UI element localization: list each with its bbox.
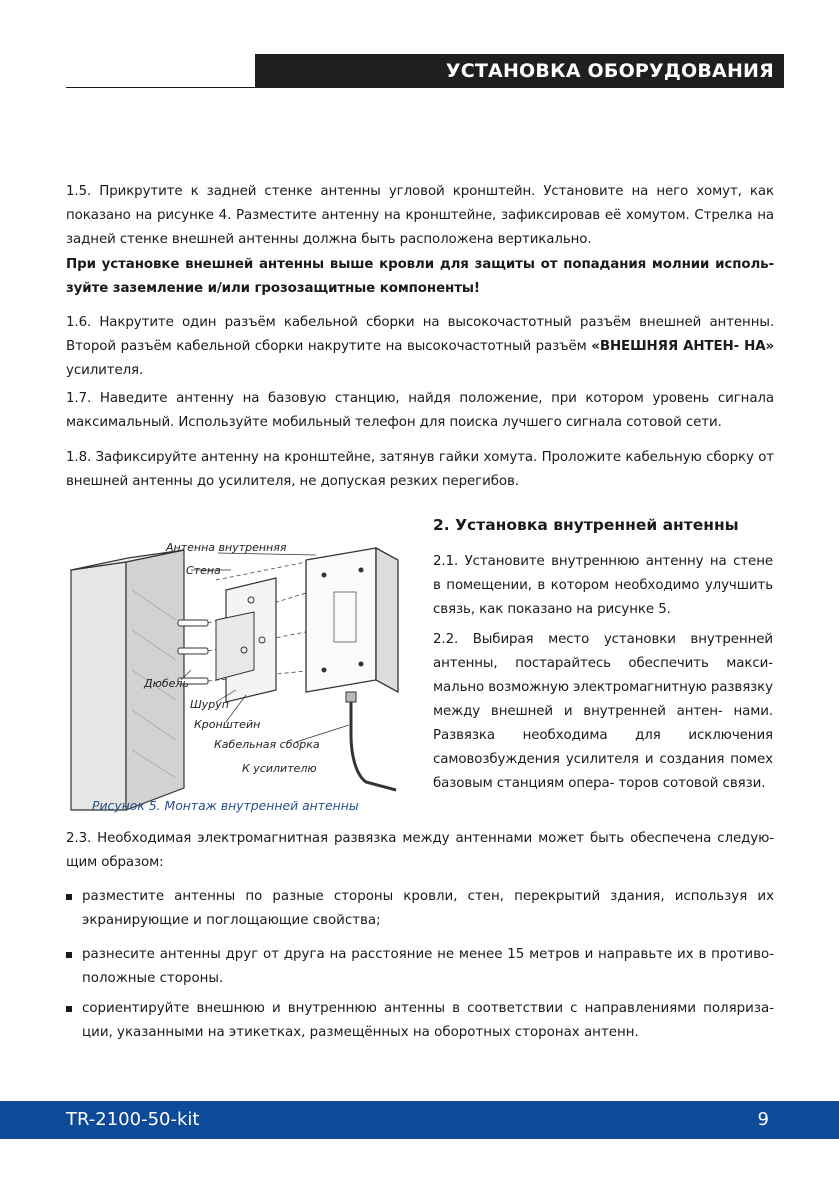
p16-connector-label: «ВНЕШНЯЯ АНТЕН- НА» [591, 339, 775, 354]
wall-front [71, 562, 126, 810]
paragraph-1-8: 1.8. Зафиксируйте антенну на кронштейне, затянув гайки хомута. Проложите кабельную сборку от внешней антенны до усилителя, не допуская резких перегибов. [66, 450, 774, 489]
section-header: УСТАНОВКА ОБОРУДОВАНИЯ [255, 54, 784, 88]
bullet-text: разместите антенны по разные стороны кровли, стен, перекрытий здания, используя их экранирующие и поглощающие свойства; [82, 889, 774, 928]
bullet-item [66, 943, 774, 991]
paragraph-1-5: 1.5. Прикрутите к задней стенке антенны угловой кронштейн. Установите на него хомут, как показано на рисунке 4. Разместите антенну на кронштейне, зафиксировав её хомутом. Стрелка на задней стенке внешней антенны должна быть расположена вертикально. [66, 184, 774, 247]
page-number: 9 [757, 1109, 769, 1130]
paragraph-2-3: 2.3. Необходимая электромагнитная развязка между антеннами может быть обеспечена следую- щим образом: [66, 831, 774, 870]
bullet-marker [66, 894, 72, 900]
label-to-amplifier: К усилителю [242, 762, 317, 775]
section-2-title: 2. Установка внутренней антенны [433, 516, 739, 534]
antenna-back [306, 548, 376, 692]
paragraph-1-6 [66, 311, 774, 383]
p16-text-a: 1.6. Накрутите один разъём кабельной сборки на высокочастотный разъём внешней антенны. Второй разъём кабельной сборки накрутите на высокочастотный разъём [66, 315, 774, 354]
paragraph-2-1: 2.1. Установите внутреннюю антенну на стене в помещении, в котором необходимо улучшить связь, как показано на рисунке 5. [433, 554, 773, 617]
header-rule [66, 87, 774, 88]
antenna-side [376, 548, 398, 692]
model-name: TR-2100-50-kit [66, 1109, 200, 1130]
bullet-text: сориентируйте внешнюю и внутреннюю антенны в соответствии с направлениями поляриза- ции, указанными на этикетках, размещённых на оборотных сторонах антенн. [82, 1001, 774, 1040]
label-antenna: Антенна внутренняя [166, 541, 287, 554]
bullet-marker [66, 952, 72, 958]
cable [351, 702, 396, 790]
label-wall: Стена [186, 564, 221, 577]
paragraph-2-2: 2.2. Выбирая место установки внутренней антенны, постарайтесь обеспечить макси- мально возможную электромагнитную развязку между внешней и внутренней антен- нами. Развязка необходима для исключения самовозбуждения усилителя и создания помех базовым станциям опера- торов сотовой связи. [433, 632, 773, 791]
warning-paragraph [66, 253, 774, 301]
bullet-marker [66, 1006, 72, 1012]
page-footer [0, 1101, 839, 1139]
bullet-item [66, 885, 774, 933]
p16-text-c: усилителя. [66, 363, 144, 378]
bullet-item [66, 997, 774, 1045]
bullet-text: разнесите антенны друг от друга на расстояние не менее 15 метров и направьте их в противо- положные стороны. [82, 947, 774, 986]
label-screw: Шуруп [190, 698, 229, 711]
paragraph-1-7: 1.7. Наведите антенну на базовую станцию, найдя положение, при котором уровень сигнала максимальный. Используйте мобильный телефон для поиска лучшего сигнала сотовой сети. [66, 391, 774, 430]
warning-text: При установке внешней антенны выше кровли для защиты от попадания молнии исполь- зуйте заземление и/или грозозащитные компоненты! [66, 257, 774, 296]
figure-caption: Рисунок 5. Монтаж внутренней антенны [92, 798, 359, 813]
figure-indoor-antenna-mount [66, 520, 406, 820]
label-cable: Кабельная сборка [214, 738, 320, 751]
label-bracket: Кронштейн [194, 718, 261, 731]
label-dowel: Дюбель [144, 677, 189, 690]
